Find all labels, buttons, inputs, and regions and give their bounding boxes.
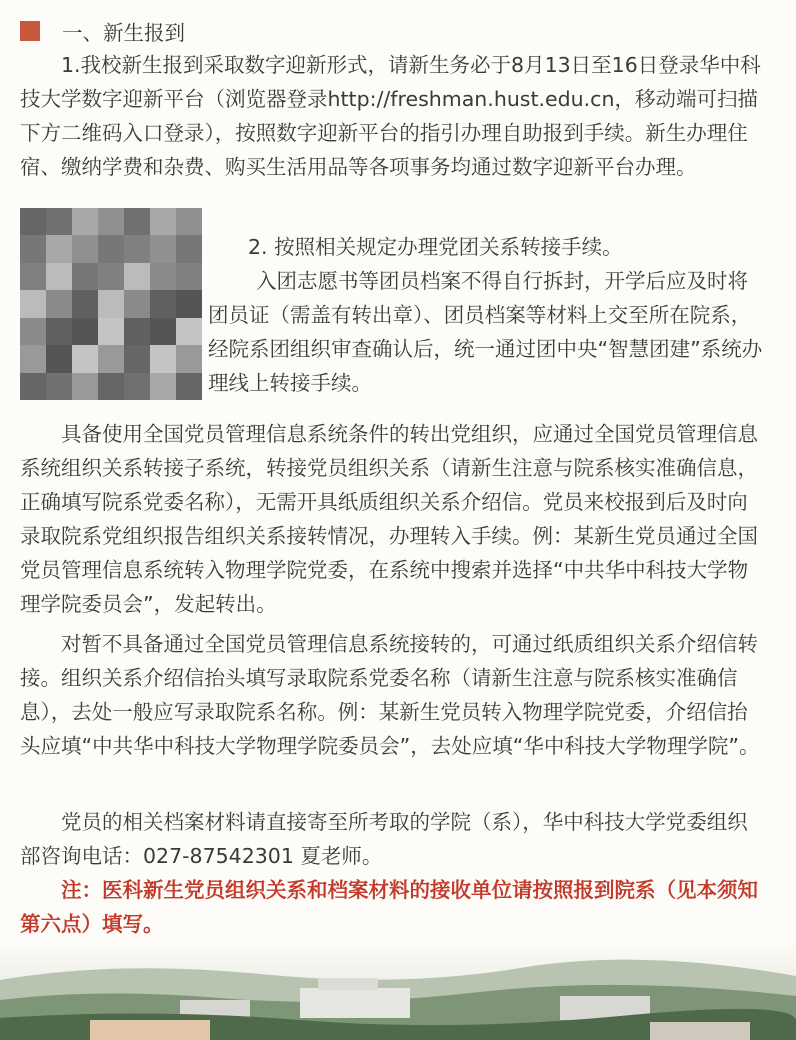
- square-bullet-icon: [20, 21, 40, 41]
- qr-mosaic-cell: [150, 208, 176, 235]
- medical-note: 注：医科新生党员组织关系和档案材料的接收单位请按照报到院系（见本须知第六点）填写。: [20, 878, 758, 936]
- qr-mosaic-cell: [98, 345, 124, 372]
- qr-mosaic-cell: [46, 345, 72, 372]
- qr-mosaic-cell: [46, 290, 72, 317]
- qr-mosaic-cell: [150, 318, 176, 345]
- qr-mosaic-cell: [150, 263, 176, 290]
- qr-mosaic-cell: [176, 318, 202, 345]
- qr-mosaic-cell: [20, 235, 46, 262]
- paragraph-paper-letter: 对暂不具备通过全国党员管理信息系统接转的，可通过纸质组织关系介绍信转接。组织关系介绍信抬头填写录取院系党委名称（请新生注意与院系核实准确信息），去处一般应写录取院系名称。例：某新生党员转入物理学院党委，介绍信抬头应填“中共华中科技大学物理学院委员会”，去处应填“华中科技大学物理学院”。: [20, 632, 760, 758]
- paragraph-registration: 1.我校新生报到采取数字迎新形式，请新生务必于8月13日至16日登录华中科技大学数字迎新平台（浏览器登录http://freshman.hust.edu.cn，移动端可扫描下方二维码入口登录），按照数字迎新平台的指引办理自助报到手续。新生办理住宿、缴纳学费和杂费、购买生活用品等各项事务均通过数字迎新平台办理。: [20, 53, 761, 179]
- qr-mosaic-cell: [20, 318, 46, 345]
- qr-mosaic-cell: [72, 263, 98, 290]
- paragraph-archive-contact: 党员的相关档案材料请直接寄至所考取的学院（系），华中科技大学党委组织部咨询电话：027-87542301 夏老师。: [20, 810, 748, 868]
- qr-mosaic-cell: [20, 373, 46, 400]
- qr-mosaic-cell: [98, 208, 124, 235]
- qr-mosaic-cell: [176, 263, 202, 290]
- qr-mosaic-cell: [72, 345, 98, 372]
- qr-mosaic-cell: [176, 208, 202, 235]
- qr-mosaic-cell: [46, 235, 72, 262]
- qr-mosaic-cell: [46, 263, 72, 290]
- qr-mosaic-cell: [72, 373, 98, 400]
- blurred-qr-code: [20, 208, 202, 400]
- qr-mosaic-cell: [72, 290, 98, 317]
- section-heading: [20, 14, 185, 48]
- qr-mosaic-cell: [176, 373, 202, 400]
- section-title: 一、新生报到: [62, 21, 185, 45]
- paragraph-party-system: 具备使用全国党员管理信息系统条件的转出党组织，应通过全国党员管理信息系统组织关系转接子系统，转接党员组织关系（请新生注意与院系核实准确信息，正确填写院系党委名称），无需开具纸质组织关系介绍信。党员来校报到后及时向录取院系党组织报告组织关系接转情况，办理转入手续。例：某新生党员通过全国党员管理信息系统转入物理学院党委，在系统中搜索并选择“中共华中科技大学物理学院委员会”，发起转出。: [20, 422, 758, 616]
- qr-mosaic-cell: [150, 290, 176, 317]
- qr-mosaic-cell: [72, 208, 98, 235]
- qr-mosaic-cell: [176, 235, 202, 262]
- qr-mosaic-cell: [20, 263, 46, 290]
- qr-mosaic-cell: [46, 373, 72, 400]
- paragraph-league-files: 入团志愿书等团员档案不得自行拆封，开学后应及时将团员证（需盖有转出章）、团员档案等材料上交至所在院系，经院系团组织审查确认后，统一通过团中央“智慧团建”系统办理线上转接手续。: [208, 269, 763, 395]
- qr-mosaic-cell: [46, 208, 72, 235]
- qr-mosaic-cell: [98, 263, 124, 290]
- qr-mosaic-cell: [150, 235, 176, 262]
- qr-mosaic-cell: [124, 208, 150, 235]
- qr-mosaic-cell: [124, 345, 150, 372]
- qr-mosaic-cell: [124, 290, 150, 317]
- qr-mosaic-cell: [124, 373, 150, 400]
- qr-mosaic-cell: [72, 318, 98, 345]
- qr-mosaic-cell: [46, 318, 72, 345]
- paragraph-transfer-title: 2. 按照相关规定办理党团关系转接手续。: [248, 235, 623, 259]
- qr-mosaic-cell: [20, 345, 46, 372]
- qr-mosaic-cell: [176, 290, 202, 317]
- qr-mosaic-cell: [150, 373, 176, 400]
- qr-mosaic-cell: [150, 345, 176, 372]
- qr-mosaic-cell: [98, 235, 124, 262]
- qr-mosaic-cell: [98, 290, 124, 317]
- campus-photo: [0, 940, 796, 1040]
- qr-mosaic-cell: [20, 208, 46, 235]
- qr-mosaic-cell: [98, 373, 124, 400]
- qr-mosaic-cell: [98, 318, 124, 345]
- qr-mosaic-cell: [124, 235, 150, 262]
- qr-mosaic-cell: [124, 263, 150, 290]
- qr-mosaic-cell: [176, 345, 202, 372]
- qr-mosaic-cell: [20, 290, 46, 317]
- qr-mosaic-cell: [124, 318, 150, 345]
- qr-mosaic-cell: [72, 235, 98, 262]
